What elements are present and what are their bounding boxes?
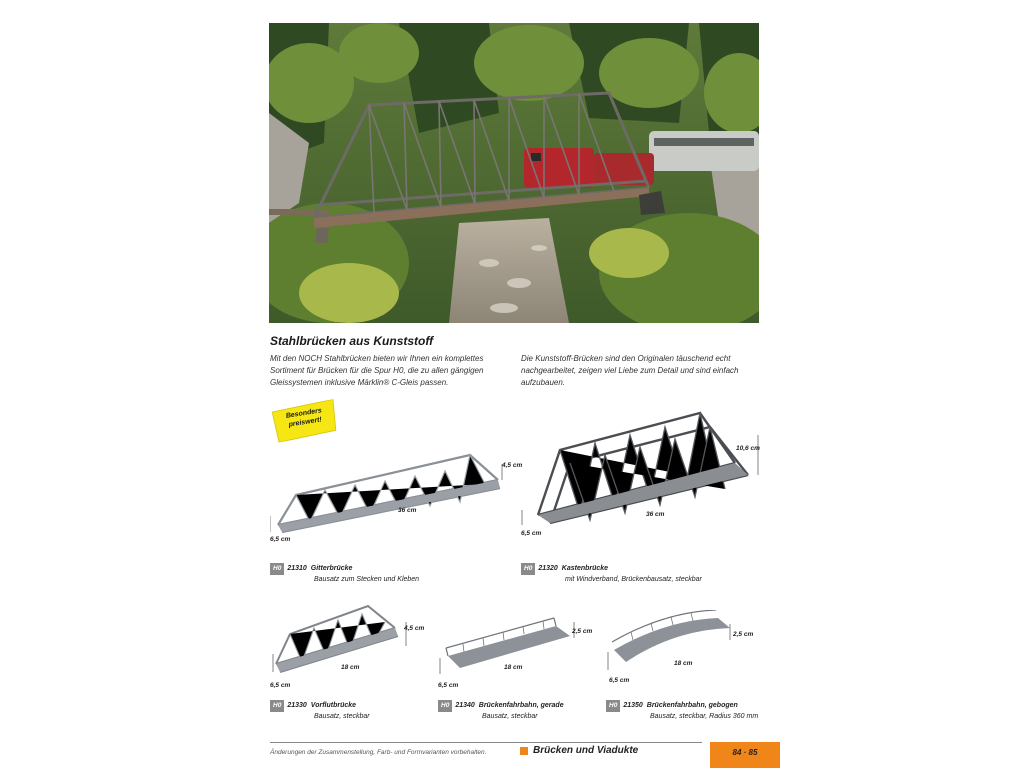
dim-height-21330: 4,5 cm <box>404 625 425 632</box>
product-image-21330 <box>270 602 410 682</box>
footer-divider <box>270 742 702 743</box>
product-image-21310 <box>270 440 510 545</box>
caption-21350 <box>606 700 758 722</box>
product-name: Gitterbrücke <box>310 565 353 572</box>
product-name: Kastenbrücke <box>561 565 609 572</box>
section-marker-square <box>520 747 528 755</box>
scale-tag: H0 <box>270 700 284 712</box>
intro-text-left: Mit den NOCH Stahlbrücken bieten wir Ihnen ein komplettes Sortiment für Brücken für die Spur H0, die zu allen gängigen Gleissystemen inklusive Märklin® C-Gleis passen. <box>270 354 484 387</box>
scale-tag: H0 <box>438 700 452 712</box>
article-number: 21350 <box>623 702 643 709</box>
caption-21310 <box>270 563 419 585</box>
dim-length-21340: 18 cm <box>504 664 523 671</box>
product-desc: Bausatz zum Stecken und Kleben <box>314 576 420 583</box>
dim-width-21310: 6,5 cm <box>270 536 291 543</box>
footer-section-title: Brücken und Viadukte <box>533 745 639 756</box>
article-number: 21320 <box>538 565 558 572</box>
product-image-21320 <box>520 405 760 535</box>
product-name: Vorflutbrücke <box>310 702 357 709</box>
section-title: Stahlbrücken aus Kunststoff <box>270 334 434 348</box>
caption-21330 <box>270 700 370 722</box>
article-number: 21310 <box>287 565 307 572</box>
caption-21320 <box>521 563 702 585</box>
page-numbers: 84 · 85 <box>732 748 758 757</box>
dim-height-21350: 2,5 cm <box>733 631 754 638</box>
dim-height-21320: 10,6 cm <box>736 445 760 452</box>
dim-width-21350: 6,5 cm <box>609 677 630 684</box>
hero-photo-bridge-scene <box>269 23 759 323</box>
product-desc: Bausatz, steckbar <box>314 713 370 720</box>
dim-width-21340: 6,5 cm <box>438 682 459 689</box>
product-image-21350 <box>606 610 756 680</box>
product-name: Brückenfahrbahn, gebogen <box>646 702 738 709</box>
badge-line2: preiswert! <box>288 416 323 429</box>
scale-tag: H0 <box>270 563 284 575</box>
dim-length-21350: 18 cm <box>674 660 693 667</box>
dim-width-21330: 6,5 cm <box>270 682 291 689</box>
dim-length-21330: 18 cm <box>341 664 360 671</box>
dim-height-21340: 2,5 cm <box>572 628 593 635</box>
dim-length-21310: 36 cm <box>398 507 417 514</box>
product-desc: mit Windverband, Brückenbausatz, steckbar <box>565 576 702 583</box>
product-desc: Bausatz, steckbar, Radius 360 mm <box>650 713 759 720</box>
dim-width-21320: 6,5 cm <box>521 530 542 537</box>
dim-length-21320: 36 cm <box>646 511 665 518</box>
intro-text-right: Die Kunststoff-Brücken sind den Originalen täuschend echt nachgearbeitet, zeigen viel Liebe zum Detail und sind einfach aufzubauen. <box>521 354 739 387</box>
product-name: Brückenfahrbahn, gerade <box>478 702 564 709</box>
dim-height-21310: 4,5 cm <box>502 462 523 469</box>
article-number: 21340 <box>455 702 475 709</box>
badge-line1: Besonders <box>285 407 323 420</box>
caption-21340 <box>438 700 564 722</box>
scale-tag: H0 <box>606 700 620 712</box>
article-number: 21330 <box>287 702 307 709</box>
scale-tag: H0 <box>521 563 535 575</box>
footer-note: Änderungen der Zusammenstellung, Farb- und Formvarianten vorbehalten. <box>270 749 487 756</box>
price-badge <box>270 399 341 443</box>
product-desc: Bausatz, steckbar <box>482 713 538 720</box>
